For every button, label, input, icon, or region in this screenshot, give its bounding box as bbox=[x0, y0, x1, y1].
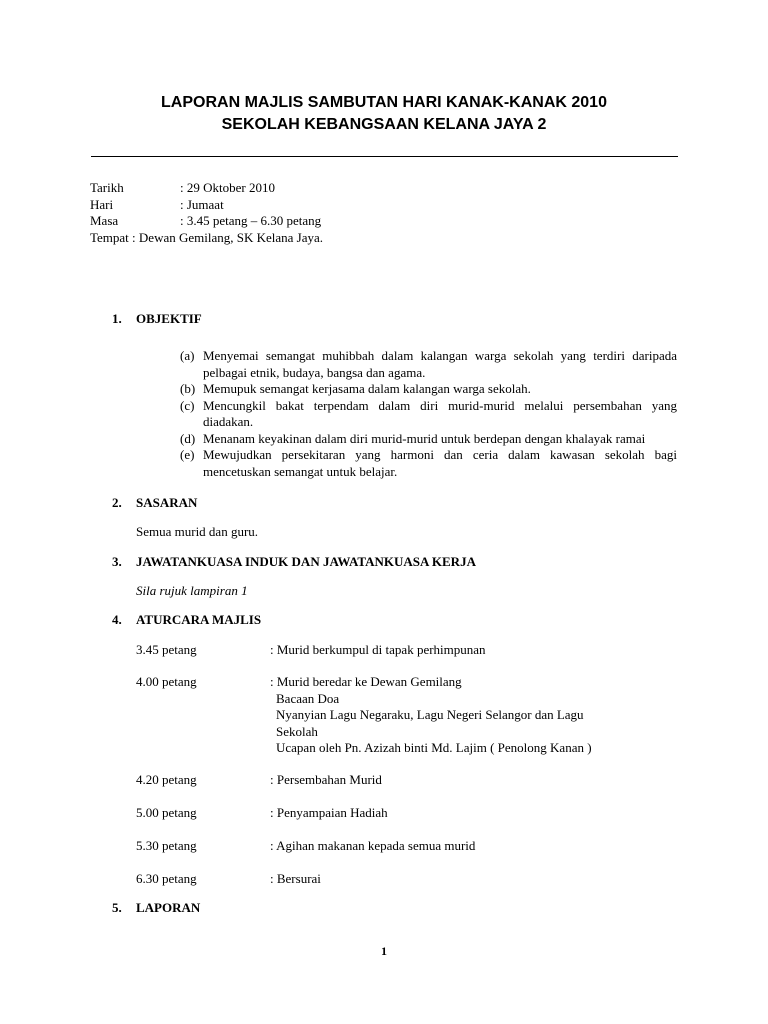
section-title: OBJEKTIF bbox=[136, 311, 202, 326]
day-row bbox=[90, 197, 323, 214]
schedule-time: 5.00 petang bbox=[136, 805, 197, 820]
day-label: Hari bbox=[90, 196, 114, 212]
target-text: Semua murid dan guru. bbox=[136, 524, 259, 539]
section-number: 4. bbox=[112, 612, 122, 627]
schedule-subitem: Nyanyian Lagu Negaraku, Lagu Negeri Selangor dan Lagu bbox=[276, 707, 584, 722]
section-title: ATURCARA MAJLIS bbox=[136, 612, 262, 627]
committee-reference: Sila rujuk lampiran 1 bbox=[136, 583, 248, 598]
section-number: 1. bbox=[112, 311, 122, 326]
schedule-subitem: Sekolah bbox=[276, 723, 318, 739]
objectives-list bbox=[180, 348, 677, 480]
header-divider bbox=[91, 156, 678, 157]
list-item-text: Mewujudkan persekitaran yang harmoni dan ceria dalam kawasan sekolah bagi mencetuskan semangat untuk belajar. bbox=[203, 447, 677, 479]
schedule-time: 5.30 petang bbox=[136, 838, 197, 853]
event-details bbox=[90, 180, 323, 246]
school-name: SEKOLAH KEBANGSAAN KELANA JAYA 2 bbox=[221, 116, 547, 133]
schedule-time: 4.20 petang bbox=[136, 772, 197, 787]
schedule-time: 4.00 petang bbox=[136, 674, 197, 689]
time-row bbox=[90, 213, 323, 230]
list-item bbox=[180, 447, 677, 480]
list-marker: (d) bbox=[180, 430, 196, 446]
date-value: : 29 Oktober 2010 bbox=[180, 180, 275, 195]
schedule-time: 3.45 petang bbox=[136, 642, 197, 657]
list-item bbox=[180, 431, 677, 448]
list-marker: (c) bbox=[180, 397, 195, 413]
section-number: 3. bbox=[112, 554, 122, 569]
schedule-activity: : Agihan makanan kepada semua murid bbox=[270, 838, 476, 853]
list-item bbox=[180, 381, 677, 398]
schedule-activity: : Bersurai bbox=[270, 871, 321, 886]
report-title: LAPORAN MAJLIS SAMBUTAN HARI KANAK-KANAK 2010 bbox=[161, 94, 607, 111]
schedule-subitem: Bacaan Doa bbox=[276, 690, 340, 706]
list-item bbox=[180, 398, 677, 431]
list-item-text: Menanam keyakinan dalam diri murid-murid untuk berdepan dengan khalayak ramai bbox=[203, 430, 646, 446]
list-marker: (e) bbox=[180, 447, 195, 462]
day-value: : Jumaat bbox=[180, 196, 224, 212]
section-number: 5. bbox=[112, 900, 122, 915]
page-number: 1 bbox=[381, 944, 387, 958]
time-value: : 3.45 petang – 6.30 petang bbox=[180, 213, 322, 228]
section-title: JAWATANKUASA INDUK DAN JAWATANKUASA KERJA bbox=[136, 554, 476, 569]
schedule-subitem: Ucapan oleh Pn. Azizah binti Md. Lajim ( Penolong Kanan ) bbox=[276, 740, 592, 755]
section-number: 2. bbox=[112, 495, 122, 510]
time-label: Masa bbox=[90, 213, 119, 228]
list-item bbox=[180, 348, 677, 381]
schedule-activity: : Penyampaian Hadiah bbox=[270, 805, 388, 820]
date-label: Tarikh bbox=[90, 180, 124, 195]
list-item-text: Mencungkil bakat terpendam dalam diri murid-murid melalui persembahan yang diadakan. bbox=[203, 397, 677, 429]
schedule-activity-main: : Murid beredar ke Dewan Gemilang bbox=[270, 674, 462, 689]
schedule-activity bbox=[270, 674, 592, 757]
date-row bbox=[90, 180, 323, 197]
section-title: SASARAN bbox=[136, 495, 198, 510]
venue-line: Tempat : Dewan Gemilang, SK Kelana Jaya. bbox=[90, 229, 324, 245]
section-title: LAPORAN bbox=[136, 900, 201, 915]
schedule-activity: : Persembahan Murid bbox=[270, 772, 382, 787]
list-item-text: Memupuk semangat kerjasama dalam kalangan warga sekolah. bbox=[203, 381, 531, 396]
schedule-activity: : Murid berkumpul di tapak perhimpunan bbox=[270, 642, 486, 657]
list-marker: (a) bbox=[180, 348, 195, 363]
schedule-time: 6.30 petang bbox=[136, 871, 197, 886]
list-marker: (b) bbox=[180, 381, 196, 396]
list-item-text: Menyemai semangat muhibbah dalam kalangan warga sekolah yang terdiri daripada pelbagai etnik, budaya, bangsa dan agama. bbox=[203, 348, 677, 380]
